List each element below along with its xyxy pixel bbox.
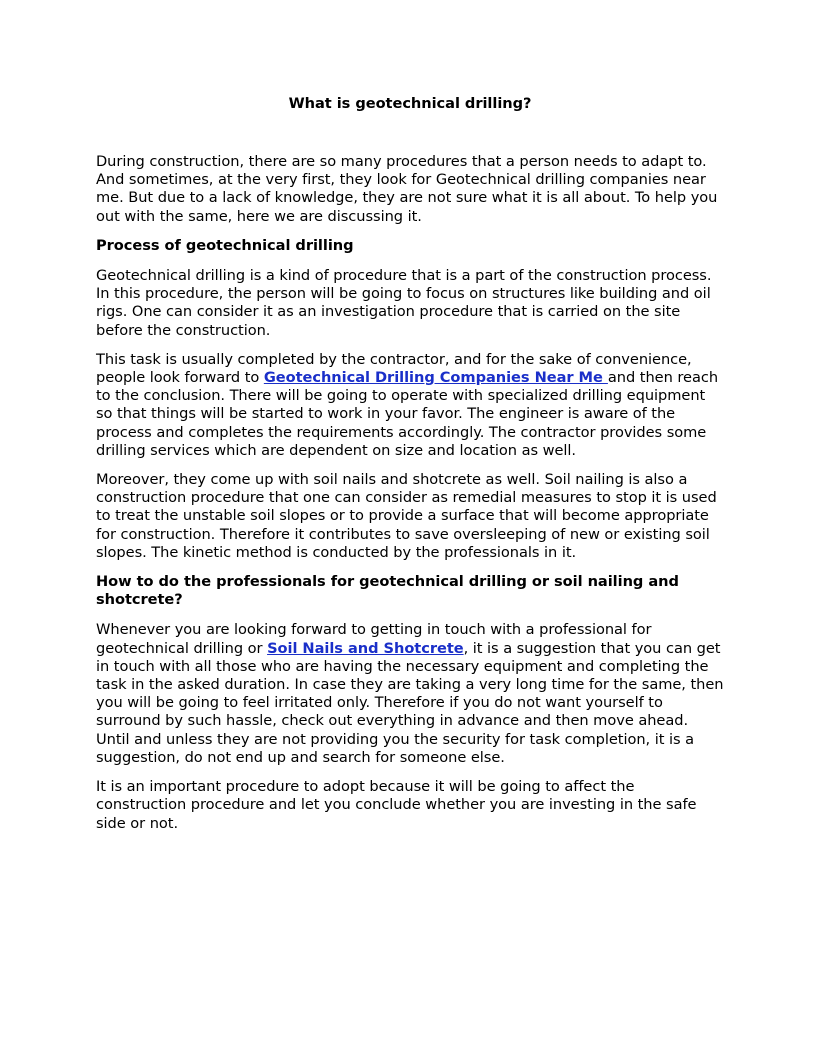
paragraph-contractor-text-end: and then reach to the conclusion. There will be going to operate with specialized drilling equipment so that things will be started to work in your favor. The engineer is aware of the process and completes the requirements accordingly. The contractor provides some drilling services which are dependent on size and location as well. (96, 369, 719, 459)
paragraph-definition: Geotechnical drilling is a kind of procedure that is a part of the construction process. In this procedure, the person will be going to focus on structures like building and oil rigs. One can consider it as an investigation procedure that is carried on the site before the construction. (96, 267, 712, 339)
section-heading-professionals: How to do the professionals for geotechnical drilling or soil nailing and shotcrete? (96, 573, 679, 609)
geotechnical-drilling-companies-link[interactable]: Geotechnical Drilling Companies Near Me (263, 369, 608, 387)
paragraph-contractor (96, 351, 724, 460)
page-title: What is geotechnical drilling? (288, 95, 532, 112)
paragraph-professionals-text-start: Whenever you are looking forward to getting in touch with a professional for geotechnical drilling or (96, 621, 652, 657)
paragraph-professionals (96, 621, 724, 767)
soil-nails-shotcrete-link[interactable]: Soil Nails and Shotcrete (267, 639, 464, 657)
section-heading-process: Process of geotechnical drilling (96, 236, 354, 254)
paragraph-professionals-text-end: , it is a suggestion that you can get in touch with all those who are having the necessary equipment and completing the task in the asked duration. In case they are taking a very long time for the same, then you will be going to feel irritated only. Therefore if you do not want yourself to surround by such hassle, check out everything in advance and then move ahead. Until and unless they are not providing you the security for task completion, it is a suggestion, do not end up and search for someone else. (96, 639, 724, 766)
document-page (96, 95, 724, 844)
paragraph-soil-nails: Moreover, they come up with soil nails and shotcrete as well. Soil nailing is also a construction procedure that one can consider as remedial measures to stop it is used to treat the unstable soil slopes or to provide a surface that will become appropriate for construction. Therefore it contributes to save oversleeping of new or existing soil slopes. The kinetic method is conducted by the professionals in it. (96, 471, 717, 561)
paragraph-conclusion: It is an important procedure to adopt because it will be going to affect the construction procedure and let you conclude whether you are investing in the safe side or not. (96, 778, 697, 832)
paragraph-contractor-text-start: This task is usually completed by the contractor, and for the sake of convenience, people look forward to (96, 350, 692, 387)
intro-paragraph: During construction, there are so many procedures that a person needs to adapt to. And sometimes, at the very first, they look for Geotechnical drilling companies near me. But due to a lack of knowledge, they are not sure what it is all about. To help you out with the same, here we are discussing it. (96, 153, 718, 225)
